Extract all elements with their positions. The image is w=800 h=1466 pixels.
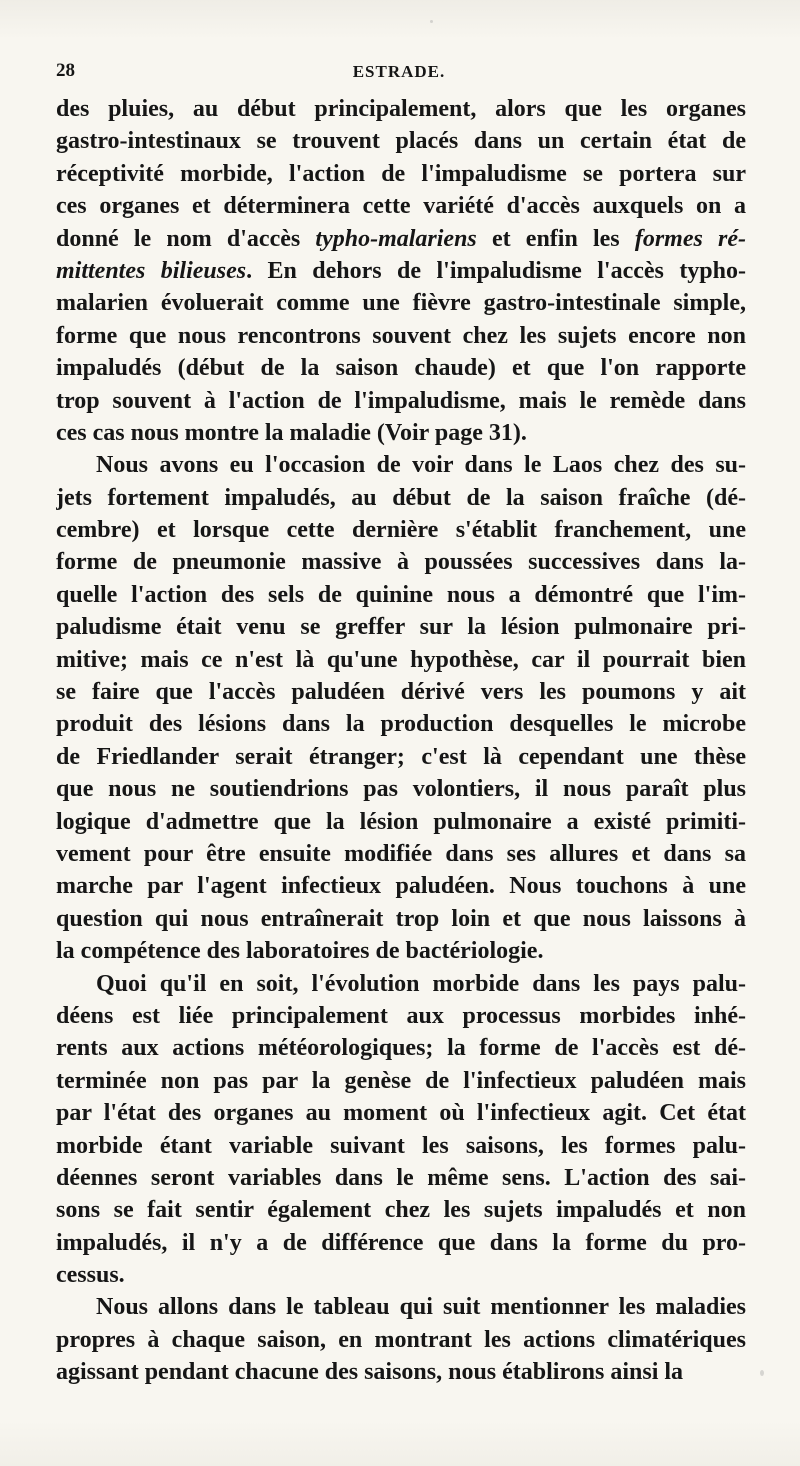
text-line: se faire que l'accès paludéen dérivé vers les poumons y ait — [56, 679, 746, 706]
text-line: propres à chaque saison, en montrant les actions climatériques — [56, 1326, 746, 1353]
text-line: des pluies, au début principalement, alors que les organes — [56, 96, 746, 122]
text-segment: et enfin les — [476, 225, 635, 252]
text-line: vement pour être ensuite modifiée dans ses allures et dans sa — [56, 840, 746, 867]
text-line: Nous avons eu l'occasion de voir dans le Laos chez des su- — [96, 452, 746, 479]
text-line: Quoi qu'il en soit, l'évolution morbide dans les pays palu- — [96, 970, 746, 997]
text-line: jets fortement impaludés, au début de la saison fraîche (dé- — [56, 484, 746, 511]
text-line: terminée non pas par la genèse de l'infectieux paludéen mais — [56, 1067, 746, 1094]
text-line: logique d'admettre que la lésion pulmonaire a existé primiti- — [56, 808, 746, 835]
text-line: cessus. — [56, 1262, 125, 1289]
text-line: par l'état des organes au moment où l'infectieux agit. Cet état — [56, 1100, 746, 1127]
text-line: réceptivité morbide, l'action de l'impaludisme se portera sur — [56, 160, 746, 187]
italic-term: typho-malariens — [315, 225, 477, 252]
text-line: gastro-intestinaux se trouvent placés dans un certain état de — [56, 128, 746, 155]
text-line: rents aux actions météorologiques; la forme de l'accès est dé- — [56, 1035, 746, 1062]
text-line: forme de pneumonie massive à poussées successives dans la- — [56, 549, 746, 576]
body-text — [56, 93, 746, 1389]
italic-term: formes ré- — [634, 225, 746, 252]
text-line: agissant pendant chacune des saisons, nous établirons ainsi la — [56, 1359, 684, 1386]
text-line: trop souvent à l'action de l'impaludisme, mais le remède dans — [56, 387, 746, 414]
text-line: déennes seront variables dans le même sens. L'action des sai- — [56, 1164, 746, 1191]
text-line: produit des lésions dans la production desquelles le microbe — [56, 711, 746, 738]
running-head — [56, 60, 742, 88]
paper-speck — [430, 20, 433, 23]
italic-term: mittentes bilieuses — [56, 257, 247, 284]
text-line: Nous allons dans le tableau qui suit mentionner les maladies — [96, 1294, 746, 1321]
running-title: ESTRADE. — [352, 62, 446, 81]
text-line: morbide étant variable suivant les saisons, les formes palu- — [56, 1132, 746, 1159]
text-line: quelle l'action des sels de quinine nous a démontré que l'im- — [56, 581, 746, 608]
text-line: malarien évoluerait comme une fièvre gastro-intestinale simple, — [56, 290, 746, 317]
text-line — [56, 223, 746, 255]
text-line: question qui nous entraînerait trop loin et que nous laissons à — [56, 905, 746, 932]
text-line — [56, 255, 746, 287]
text-line: la compétence des laboratoires de bactériologie. — [56, 938, 544, 965]
text-line: ces cas nous montre la maladie (Voir page 31). — [56, 419, 527, 446]
text-line: forme que nous rencontrons souvent chez les sujets encore non — [56, 322, 746, 349]
text-line: cembre) et lorsque cette dernière s'établit franchement, une — [56, 517, 746, 544]
text-line: ces organes et déterminera cette variété d'accès auxquels on a — [56, 193, 746, 220]
text-line: sons se fait sentir également chez les sujets impaludés et non — [56, 1197, 746, 1224]
text-segment: . En dehors de l'impaludisme l'accès typho- — [246, 257, 746, 284]
text-line: impaludés, il n'y a de différence que dans la forme du pro- — [56, 1229, 746, 1256]
page-number: 28 — [56, 60, 75, 81]
text-line: que nous ne soutiendrions pas volontiers, il nous paraît plus — [56, 776, 746, 803]
text-line: déens est liée principalement aux processus morbides inhé- — [56, 1002, 746, 1029]
paper-speck — [760, 1370, 764, 1376]
text-line: paludisme était venu se greffer sur la lésion pulmonaire pri- — [56, 614, 746, 641]
text-segment: donné le nom d'accès — [56, 225, 316, 252]
text-line: de Friedlander serait étranger; c'est là cependant une thèse — [56, 743, 746, 770]
text-line: impaludés (début de la saison chaude) et que l'on rapporte — [56, 355, 746, 382]
text-line: mitive; mais ce n'est là qu'une hypothèse, car il pourrait bien — [56, 646, 746, 673]
text-line: marche par l'agent infectieux paludéen. Nous touchons à une — [56, 873, 746, 900]
